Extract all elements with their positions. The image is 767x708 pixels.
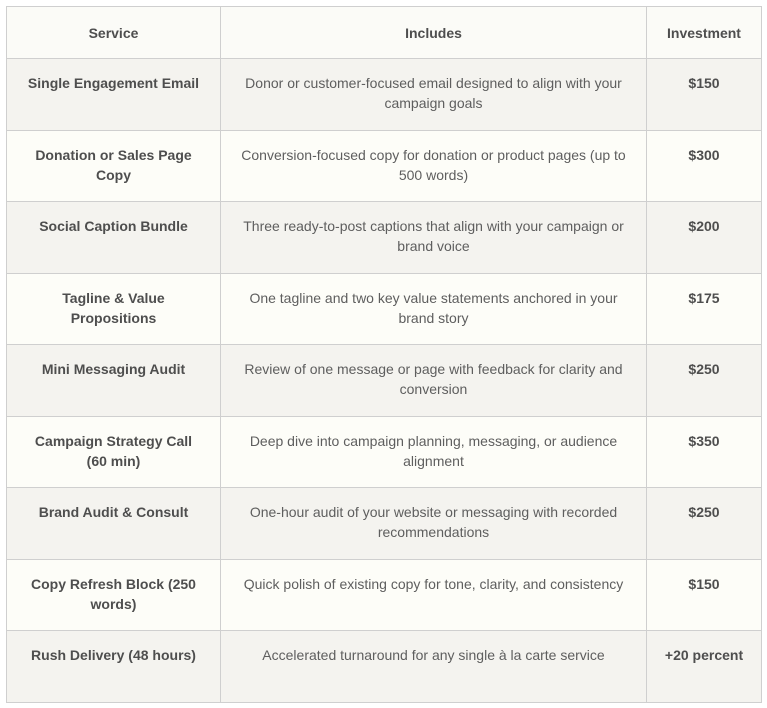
table-row (7, 488, 762, 560)
service-cell: Social Caption Bundle (7, 202, 221, 274)
includes-cell: Conversion-focused copy for donation or product pages (up to 500 words) (221, 130, 647, 202)
includes-cell: Three ready-to-post captions that align with your campaign or brand voice (221, 202, 647, 274)
includes-cell: One tagline and two key value statements anchored in your brand story (221, 273, 647, 345)
price-cell: $250 (647, 488, 762, 560)
table-row (7, 631, 762, 703)
table-row (7, 130, 762, 202)
includes-cell: Deep dive into campaign planning, messaging, or audience alignment (221, 416, 647, 488)
price-cell: $150 (647, 559, 762, 631)
table-header-row (7, 7, 762, 59)
price-cell: +20 percent (647, 631, 762, 703)
header-service: Service (7, 7, 221, 59)
includes-cell: One-hour audit of your website or messaging with recorded recommendations (221, 488, 647, 560)
table-row (7, 416, 762, 488)
price-cell: $300 (647, 130, 762, 202)
service-cell: Campaign Strategy Call (60 min) (7, 416, 221, 488)
pricing-table (6, 6, 762, 703)
includes-cell: Donor or customer-focused email designed to align with your campaign goals (221, 59, 647, 131)
service-cell: Single Engagement Email (7, 59, 221, 131)
price-cell: $150 (647, 59, 762, 131)
table-row (7, 273, 762, 345)
service-cell: Mini Messaging Audit (7, 345, 221, 417)
service-cell: Copy Refresh Block (250 words) (7, 559, 221, 631)
price-cell: $200 (647, 202, 762, 274)
price-cell: $350 (647, 416, 762, 488)
service-cell: Donation or Sales Page Copy (7, 130, 221, 202)
includes-cell: Review of one message or page with feedback for clarity and conversion (221, 345, 647, 417)
service-cell: Brand Audit & Consult (7, 488, 221, 560)
header-investment: Investment (647, 7, 762, 59)
service-cell: Rush Delivery (48 hours) (7, 631, 221, 703)
header-includes: Includes (221, 7, 647, 59)
price-cell: $250 (647, 345, 762, 417)
includes-cell: Accelerated turnaround for any single à la carte service (221, 631, 647, 703)
table-row (7, 345, 762, 417)
table-row (7, 59, 762, 131)
table-row (7, 202, 762, 274)
table-row (7, 559, 762, 631)
service-cell: Tagline & Value Propositions (7, 273, 221, 345)
price-cell: $175 (647, 273, 762, 345)
pricing-table-container (6, 6, 762, 703)
includes-cell: Quick polish of existing copy for tone, clarity, and consistency (221, 559, 647, 631)
